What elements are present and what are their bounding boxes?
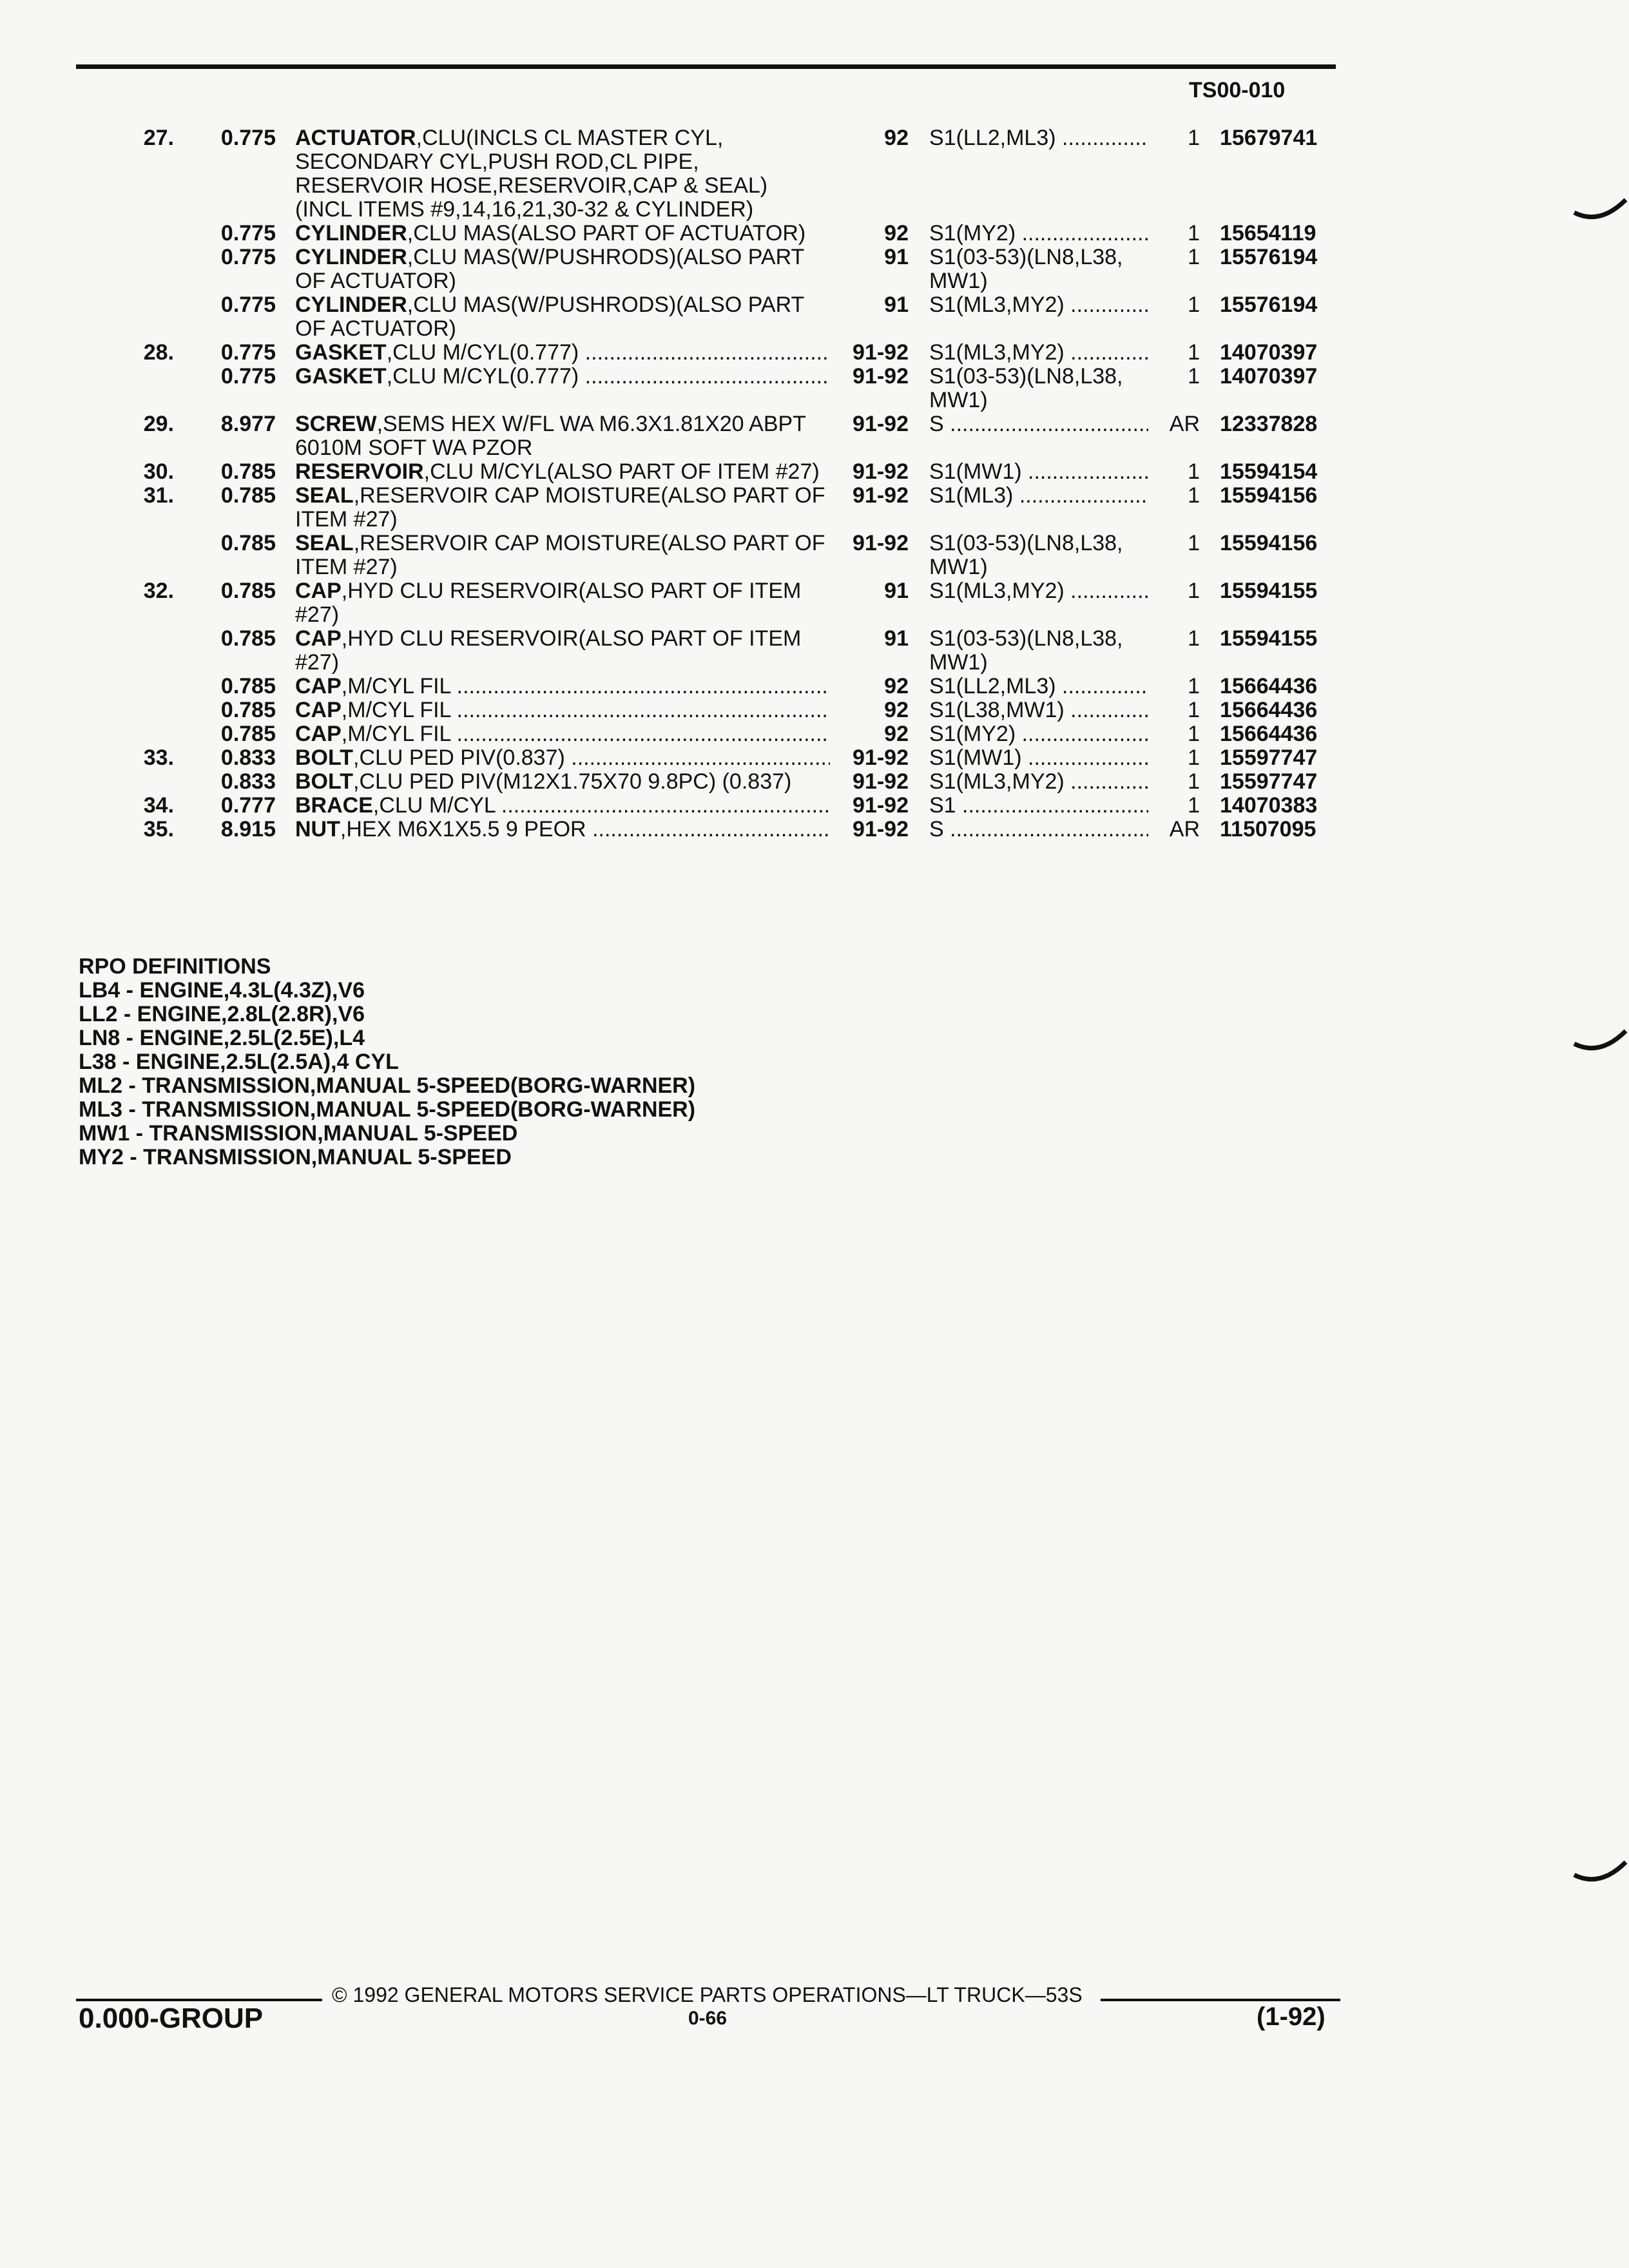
part-name: SEAL: [295, 531, 354, 555]
part-number: 15594155: [1220, 579, 1318, 603]
reference-number: 0.785: [220, 698, 276, 722]
part-number: 12337828: [1220, 412, 1318, 436]
reference-number: 8.977: [220, 412, 276, 436]
usage-text: S1(03-53)(LN8,L38, MW1): [929, 626, 1123, 675]
quantity: 1: [1188, 698, 1200, 722]
usage-code: [929, 484, 1148, 508]
part-name: CAP: [295, 626, 342, 651]
reference-number: 0.785: [220, 483, 276, 508]
usage-text: S1(03-53)(LN8,L38, MW1): [929, 531, 1123, 579]
part-name: RESERVOIR: [295, 459, 424, 484]
part-name: GASKET: [295, 365, 387, 389]
usage-code: [929, 341, 1148, 365]
part-detail: ,CLU(INCLS CL MASTER CYL, SECONDARY CYL,PUSH ROD,CL PIPE, RESERVOIR HOSE,RESERVOIR,CAP & SEAL) (INCL ITEMS #9,14,16,21,30-32 & CYLINDER): [295, 126, 768, 222]
part-number: 15597747: [1220, 745, 1318, 770]
part-description: [295, 460, 830, 484]
table-row: [0, 770, 1347, 794]
model-years: 92: [884, 674, 909, 698]
quantity: 1: [1188, 626, 1200, 651]
usage-code: [929, 412, 1148, 436]
part-number: 15679741: [1220, 126, 1318, 150]
quantity: 1: [1188, 531, 1200, 555]
reference-number: 0.785: [220, 674, 276, 698]
item-number: 33.: [143, 745, 174, 770]
part-name: CYLINDER: [295, 245, 407, 269]
usage-text: S1(ML3) .....: [929, 484, 1148, 508]
reference-number: 0.775: [220, 245, 276, 269]
part-detail: ,CLU PED PIV(0.837) .....: [353, 746, 830, 770]
model-years: 92: [884, 698, 909, 722]
table-row: [0, 293, 1347, 341]
part-detail: ,CLU M/CYL(0.777) .....: [387, 365, 830, 389]
part-detail: ,RESERVOIR CAP MOISTURE(ALSO PART OF ITEM #27): [295, 483, 825, 532]
usage-code: [929, 746, 1148, 770]
reference-number: 0.833: [220, 745, 276, 770]
reference-number: 0.775: [220, 293, 276, 317]
part-description: [295, 365, 830, 389]
quantity: AR: [1169, 412, 1200, 436]
part-description: [295, 818, 830, 841]
part-name: CAP: [295, 579, 342, 603]
part-detail: ,CLU M/CYL(ALSO PART OF ITEM #27): [423, 459, 820, 484]
quantity: 1: [1188, 769, 1200, 794]
usage-text: S1(ML3,MY2) .....: [929, 579, 1148, 603]
table-row: [0, 675, 1347, 698]
model-years: 91-92: [853, 364, 909, 389]
quantity: 1: [1188, 579, 1200, 603]
part-name: CAP: [295, 698, 342, 722]
part-detail: ,CLU MAS(ALSO PART OF ACTUATOR): [407, 221, 806, 245]
part-number: 14070383: [1220, 793, 1318, 818]
model-years: 91-92: [853, 412, 909, 436]
part-description: [295, 675, 830, 698]
table-row: [0, 722, 1347, 746]
reference-number: 0.775: [220, 364, 276, 389]
part-number: 15594154: [1220, 459, 1318, 484]
usage-code: [929, 770, 1148, 794]
model-years: 91-92: [853, 817, 909, 841]
usage-text: S1(L38,MW1) .....: [929, 698, 1148, 722]
item-number: 34.: [143, 793, 174, 818]
usage-code: [929, 460, 1148, 484]
usage-text: S1(MW1) .....: [929, 460, 1148, 484]
quantity: 1: [1188, 245, 1200, 269]
part-detail: ,HYD CLU RESERVOIR(ALSO PART OF ITEM #27): [295, 626, 802, 675]
part-description: [295, 627, 830, 675]
table-row: [0, 365, 1347, 412]
item-number: 30.: [143, 459, 174, 484]
part-number: 15664436: [1220, 698, 1318, 722]
item-number: 29.: [143, 412, 174, 436]
reference-number: 0.833: [220, 769, 276, 794]
table-row: [0, 484, 1347, 532]
part-number: 15597747: [1220, 769, 1318, 794]
binder-tab-mark: [1571, 193, 1629, 232]
part-detail: ,HEX M6X1X5.5 9 PEOR .....: [340, 818, 830, 841]
rpo-definition-line: MY2 - TRANSMISSION,MANUAL 5-SPEED: [79, 1145, 512, 1169]
part-description: [295, 126, 830, 222]
part-description: [295, 293, 830, 341]
usage-code: [929, 532, 1148, 579]
item-number: 35.: [143, 817, 174, 841]
rpo-definition-line: LL2 - ENGINE,2.8L(2.8R),V6: [79, 1002, 365, 1026]
table-row: [0, 794, 1347, 818]
quantity: 1: [1188, 483, 1200, 508]
part-detail: ,CLU M/CYL .....: [373, 794, 830, 818]
binder-tab-mark: [1571, 1024, 1629, 1063]
part-name: BOLT: [295, 746, 354, 770]
part-detail: ,CLU MAS(W/PUSHRODS)(ALSO PART OF ACTUATOR): [295, 293, 804, 341]
footer-revision: (1-92): [1257, 2003, 1325, 2031]
table-row: [0, 532, 1347, 579]
part-description: [295, 770, 830, 794]
part-detail: ,HYD CLU RESERVOIR(ALSO PART OF ITEM #27): [295, 579, 802, 627]
usage-text: S1 .....: [929, 794, 1148, 818]
item-number: 27.: [143, 126, 174, 150]
model-years: 91: [884, 579, 909, 603]
usage-text: S1(ML3,MY2) .....: [929, 770, 1148, 794]
model-years: 91-92: [853, 340, 909, 365]
part-name: GASKET: [295, 341, 387, 365]
usage-code: [929, 627, 1148, 675]
usage-code: [929, 293, 1148, 317]
part-detail: ,CLU MAS(W/PUSHRODS)(ALSO PART OF ACTUATOR): [295, 245, 804, 293]
part-detail: ,M/CYL FIL .....: [342, 675, 830, 698]
usage-code: [929, 794, 1148, 818]
usage-code: [929, 222, 1148, 245]
part-name: CAP: [295, 722, 342, 746]
reference-number: 0.785: [220, 459, 276, 484]
reference-number: 0.785: [220, 531, 276, 555]
quantity: 1: [1188, 722, 1200, 746]
part-description: [295, 412, 830, 460]
usage-code: [929, 245, 1148, 293]
model-years: 91-92: [853, 531, 909, 555]
item-number: 31.: [143, 483, 174, 508]
rpo-title: RPO DEFINITIONS: [79, 954, 271, 979]
usage-text: S1(MY2) .....: [929, 222, 1148, 245]
part-number: 14070397: [1220, 340, 1318, 365]
table-row: [0, 818, 1347, 841]
part-name: CAP: [295, 675, 342, 698]
reference-number: 0.785: [220, 579, 276, 603]
usage-code: [929, 722, 1148, 746]
table-row: [0, 245, 1347, 293]
part-name: CYLINDER: [295, 293, 407, 317]
reference-number: 0.777: [220, 793, 276, 818]
part-number: 15664436: [1220, 674, 1318, 698]
usage-text: S .....: [929, 818, 1148, 841]
table-row: [0, 627, 1347, 675]
footer-page-number: 0-66: [688, 2008, 728, 2029]
rpo-definition-line: ML2 - TRANSMISSION,MANUAL 5-SPEED(BORG-WARNER): [79, 1073, 696, 1098]
part-description: [295, 245, 830, 293]
usage-text: S1(03-53)(LN8,L38, MW1): [929, 364, 1123, 412]
usage-code: [929, 698, 1148, 722]
item-number: 32.: [143, 579, 174, 603]
part-number: 15594156: [1220, 483, 1318, 508]
doc-code: TS00-010: [1189, 78, 1286, 102]
model-years: 91: [884, 293, 909, 317]
part-detail: ,CLU M/CYL(0.777) .....: [387, 341, 830, 365]
part-detail: ,RESERVOIR CAP MOISTURE(ALSO PART OF ITEM #27): [295, 531, 825, 579]
part-name: BOLT: [295, 769, 354, 794]
part-name: SCREW: [295, 412, 377, 436]
part-number: 14070397: [1220, 364, 1318, 389]
part-name: CYLINDER: [295, 221, 407, 245]
quantity: 1: [1188, 745, 1200, 770]
reference-number: 0.785: [220, 722, 276, 746]
model-years: 92: [884, 126, 909, 150]
table-row: [0, 341, 1347, 365]
rpo-definition-line: L38 - ENGINE,2.5L(2.5A),4 CYL: [79, 1050, 399, 1074]
table-row: [0, 579, 1347, 627]
quantity: 1: [1188, 674, 1200, 698]
model-years: 91-92: [853, 459, 909, 484]
part-detail: ,M/CYL FIL .....: [342, 722, 830, 746]
part-number: 15654119: [1220, 221, 1316, 245]
quantity: 1: [1188, 340, 1200, 365]
part-description: [295, 746, 830, 770]
rpo-definition-line: LN8 - ENGINE,2.5L(2.5E),L4: [79, 1026, 365, 1050]
reference-number: 0.785: [220, 626, 276, 651]
table-row: [0, 746, 1347, 770]
part-description: [295, 722, 830, 746]
part-description: [295, 794, 830, 818]
reference-number: 0.775: [220, 221, 276, 245]
model-years: 91-92: [853, 793, 909, 818]
part-description: [295, 532, 830, 579]
table-row: [0, 460, 1347, 484]
part-description: [295, 698, 830, 722]
part-detail: ,SEMS HEX W/FL WA M6.3X1.81X20 ABPT 6010M SOFT WA PZOR: [295, 412, 806, 460]
usage-text: S1(03-53)(LN8,L38, MW1): [929, 245, 1123, 293]
usage-text: S1(LL2,ML3) .....: [929, 675, 1148, 698]
usage-code: [929, 818, 1148, 841]
reference-number: 0.775: [220, 126, 276, 150]
quantity: 1: [1188, 221, 1200, 245]
model-years: 91-92: [853, 769, 909, 794]
rpo-definition-line: MW1 - TRANSMISSION,MANUAL 5-SPEED: [79, 1121, 518, 1146]
model-years: 91: [884, 245, 909, 269]
rpo-definitions: [79, 955, 695, 1169]
model-years: 91-92: [853, 745, 909, 770]
quantity: 1: [1188, 364, 1200, 389]
part-description: [295, 222, 830, 245]
top-rule: [76, 64, 1336, 69]
model-years: 91: [884, 626, 909, 651]
part-description: [295, 341, 830, 365]
part-number: 15576194: [1220, 245, 1318, 269]
parts-table: [0, 126, 1347, 841]
part-number: 15576194: [1220, 293, 1318, 317]
part-number: 15594155: [1220, 626, 1318, 651]
footer-group: 0.000-GROUP: [79, 2003, 264, 2034]
usage-text: S1(LL2,ML3) .....: [929, 126, 1148, 150]
footer-rule-left: [76, 1999, 322, 2001]
part-description: [295, 484, 830, 532]
rpo-definition-line: LB4 - ENGINE,4.3L(4.3Z),V6: [79, 978, 365, 1003]
model-years: 92: [884, 722, 909, 746]
quantity: 1: [1188, 126, 1200, 150]
part-detail: ,M/CYL FIL .....: [342, 698, 830, 722]
model-years: 91-92: [853, 483, 909, 508]
table-row: [0, 698, 1347, 722]
usage-text: S1(MW1) .....: [929, 746, 1148, 770]
quantity: 1: [1188, 293, 1200, 317]
usage-text: S .....: [929, 412, 1148, 436]
usage-code: [929, 675, 1148, 698]
part-detail: ,CLU PED PIV(M12X1.75X70 9.8PC) (0.837): [353, 769, 792, 794]
part-name: NUT: [295, 818, 340, 841]
part-name: SEAL: [295, 483, 354, 508]
table-row: [0, 126, 1347, 222]
footer-rule-right: [1101, 1999, 1340, 2001]
quantity: 1: [1188, 793, 1200, 818]
quantity: AR: [1169, 817, 1200, 841]
model-years: 92: [884, 221, 909, 245]
usage-code: [929, 579, 1148, 603]
binder-tab-mark: [1571, 1856, 1629, 1894]
usage-text: S1(MY2) .....: [929, 722, 1148, 746]
table-row: [0, 222, 1347, 245]
part-number: 15664436: [1220, 722, 1318, 746]
reference-number: 8.915: [220, 817, 276, 841]
table-row: [0, 412, 1347, 460]
reference-number: 0.775: [220, 340, 276, 365]
part-name: ACTUATOR: [295, 126, 416, 150]
part-number: 15594156: [1220, 531, 1318, 555]
part-description: [295, 579, 830, 627]
quantity: 1: [1188, 459, 1200, 484]
usage-code: [929, 365, 1148, 412]
item-number: 28.: [143, 340, 174, 365]
footer-copyright: © 1992 GENERAL MOTORS SERVICE PARTS OPERATIONS—LT TRUCK—53S: [332, 1983, 1083, 2006]
usage-text: S1(ML3,MY2) .....: [929, 293, 1148, 317]
rpo-definition-line: ML3 - TRANSMISSION,MANUAL 5-SPEED(BORG-WARNER): [79, 1097, 696, 1122]
part-number: 11507095: [1220, 817, 1316, 841]
part-name: BRACE: [295, 794, 373, 818]
usage-code: [929, 126, 1148, 150]
usage-text: S1(ML3,MY2) .....: [929, 341, 1148, 365]
